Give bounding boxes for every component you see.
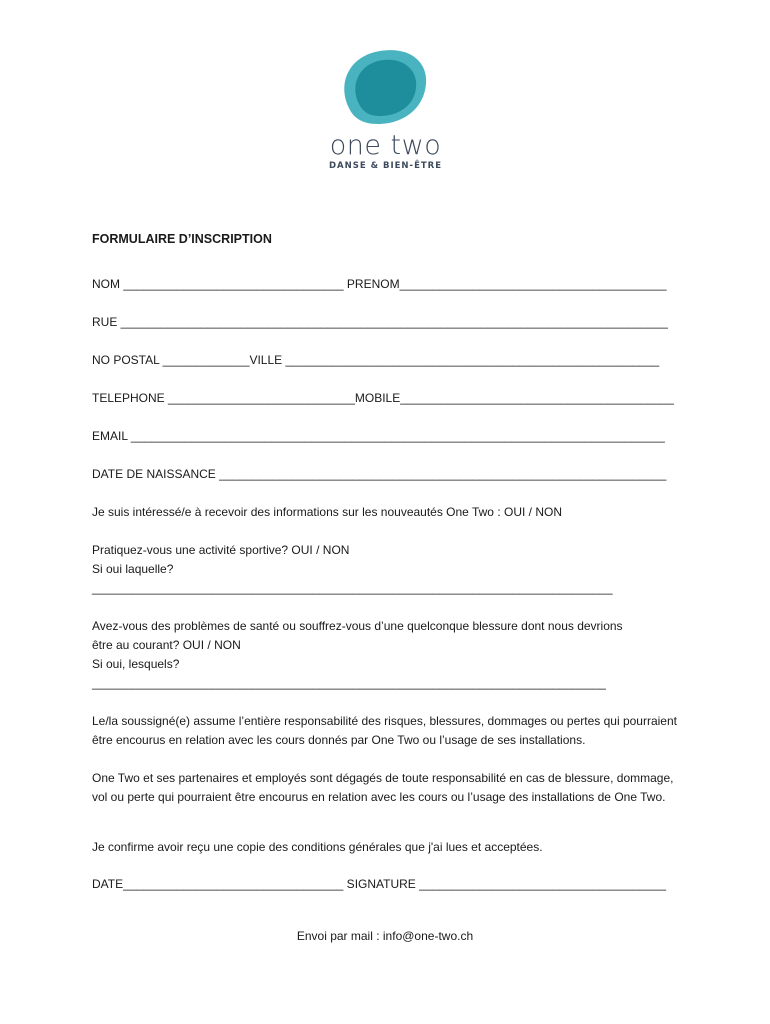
confirmation-statement: Je confirme avoir reçu une copie des conditions générales que j'ai lues et acceptées. xyxy=(92,840,543,854)
sport-question: Pratiquez-vous une activité sportive? OUI / NON xyxy=(92,543,350,557)
health-followup: Si oui, lesquels? xyxy=(92,657,180,671)
brand-name: one two xyxy=(329,130,442,161)
health-question-line-2: être au courant? OUI / NON xyxy=(92,638,241,652)
postal-ville-field[interactable]: NO POSTAL _____________VILLE ________________________________________________________ xyxy=(92,353,660,367)
date-naissance-field[interactable]: DATE DE NAISSANCE ___________________________________________________________________ xyxy=(92,467,667,481)
nom-prenom-field[interactable]: NOM _________________________________ PRENOM________________________________________ xyxy=(92,277,667,291)
rue-field[interactable]: RUE __________________________________________________________________________________ xyxy=(92,315,668,329)
logo-mark-icon xyxy=(338,48,433,128)
liability-paragraph-1: Le/la soussigné(e) assume l’entière responsabilité des risques, blessures, dommages ou pertes qui pourraient être encourus en relation avec les cours donnés par One Two ou l’usage de ses installations. xyxy=(92,714,677,747)
liability-paragraph-2: One Two et ses partenaires et employés sont dégagés de toute responsabilité en cas de blessure, dommage, vol ou perte qui pourraient être encourus en relation avec les cours ou l’usage des installations de One Two. xyxy=(92,771,674,804)
footer-email: Envoi par mail : info@one-two.ch xyxy=(296,929,474,943)
telephone-mobile-field[interactable]: TELEPHONE ____________________________MOBILE_________________________________________ xyxy=(92,391,674,405)
health-question-line-1: Avez-vous des problèmes de santé ou souffrez-vous d’une quelconque blessure dont nous devrions xyxy=(92,619,623,633)
email-field[interactable]: EMAIL ________________________________________________________________________________ xyxy=(92,429,665,443)
sport-followup: Si oui laquelle? xyxy=(92,562,174,576)
info-question: Je suis intéressé/e à recevoir des informations sur les nouveautés One Two : OUI / NON xyxy=(92,505,562,519)
sport-answer-blank[interactable]: ______________________________________________________________________________ xyxy=(92,581,613,595)
health-answer-blank[interactable]: _____________________________________________________________________________ xyxy=(92,676,606,690)
date-signature-field[interactable]: DATE_________________________________ SIGNATURE _____________________________________ xyxy=(92,877,667,891)
brand-tagline: DANSE & BIEN-ÊTRE xyxy=(328,161,443,171)
form-title: FORMULAIRE D’INSCRIPTION xyxy=(92,232,272,246)
one-two-logo xyxy=(318,48,453,178)
